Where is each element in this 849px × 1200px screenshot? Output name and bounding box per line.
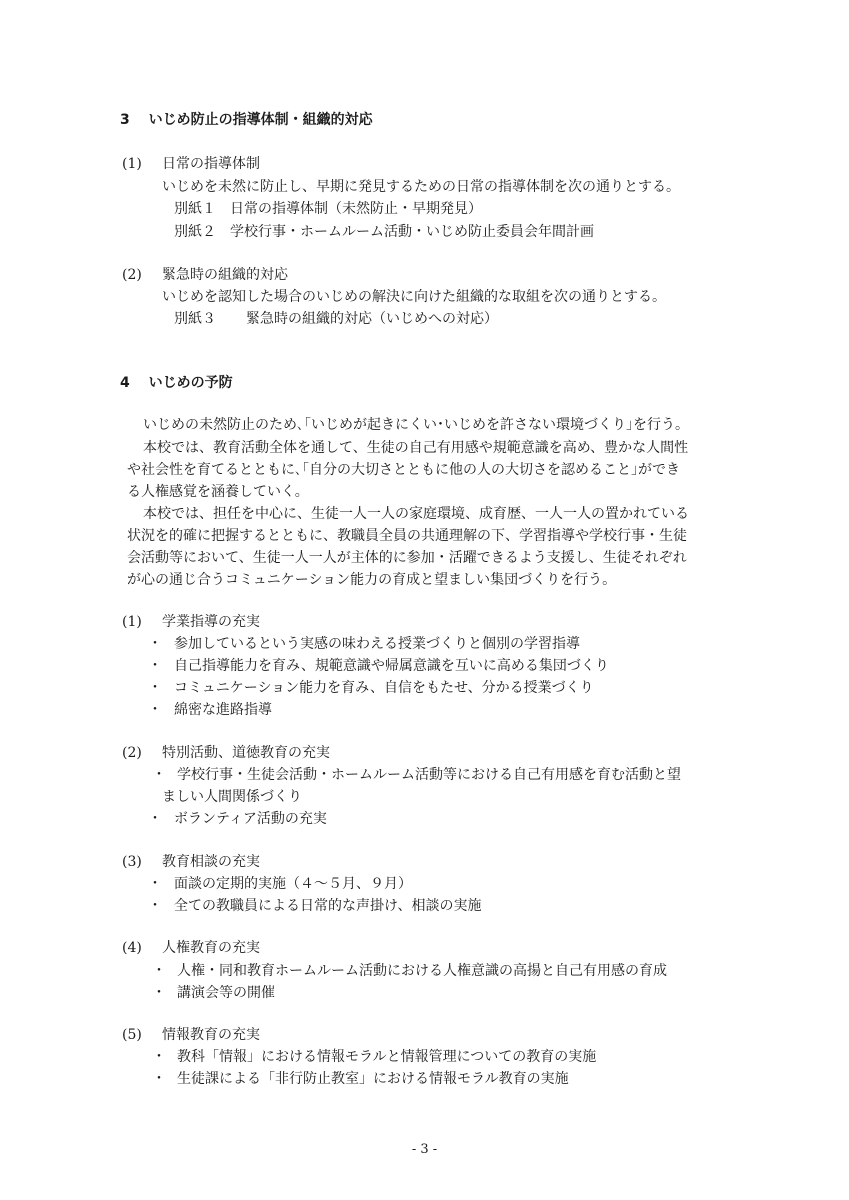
subsection-4-4-number: (4) bbox=[122, 940, 142, 956]
subsection-3-1-text: いじめを未然に防止し、早期に発見するための日常の指導体制を次の通りとする。 bbox=[162, 179, 680, 195]
subsection-4-5-number: (5) bbox=[122, 1027, 142, 1043]
bullet-icon: ・ bbox=[148, 898, 162, 914]
section-4-heading bbox=[120, 373, 233, 393]
list-item: 教科「情報」における情報モラルと情報管理についての教育の実施 bbox=[177, 1049, 597, 1065]
bullet-icon: ・ bbox=[148, 876, 162, 892]
appendix-ref-text: 緊急時の組織的対応（いじめへの対応） bbox=[246, 311, 498, 327]
subsection-4-2-title: 特別活動、道徳教育の充実 bbox=[162, 745, 330, 761]
subsection-4-5-title: 情報教育の充実 bbox=[162, 1027, 260, 1043]
subsection-4-3-title: 教育相談の充実 bbox=[162, 854, 260, 870]
appendix-ref-1 bbox=[174, 199, 482, 219]
list-item: 参加しているという実感の味わえる授業づくりと個別の学習指導 bbox=[174, 636, 580, 652]
list-item: コミュニケーション能力を育み、自信をもたせ、分かる授業づくり bbox=[174, 680, 594, 696]
list-item: 面談の定期的実施（４～５月、９月） bbox=[174, 876, 412, 892]
page-number: - 3 - bbox=[411, 1142, 438, 1157]
subsection-4-1-title: 学業指導の充実 bbox=[162, 614, 260, 630]
appendix-ref-3 bbox=[174, 309, 498, 329]
list-item: 自己指導能力を育み、規範意識や帰属意識を互いに高める集団づくり bbox=[174, 658, 609, 674]
list-item: 講演会等の開催 bbox=[177, 985, 275, 1001]
appendix-ref-text: 学校行事・ホームルーム活動・いじめ防止委員会年間計画 bbox=[230, 224, 594, 240]
section-4-title: いじめの予防 bbox=[148, 375, 233, 391]
subsection-4-2-number: (2) bbox=[122, 745, 142, 761]
section-4-number: 4 bbox=[120, 375, 130, 391]
bullet-icon: ・ bbox=[148, 658, 162, 674]
section-3-number: 3 bbox=[120, 112, 130, 128]
paragraph-line: 本校では、担任を中心に、生徒一人一人の家庭環境、成育歴、一人一人の置かれている bbox=[143, 506, 689, 522]
appendix-ref-label: 別紙２ bbox=[174, 224, 216, 240]
list-item: 綿密な進路指導 bbox=[174, 702, 272, 718]
paragraph-line: や社会性を育てるとともに､｢自分の大切さとともに他の人の大切さを認めること｣ができ bbox=[127, 462, 680, 478]
bullet-icon: ・ bbox=[148, 680, 162, 696]
paragraph-line: 状況を的確に把握するとともに、教職員全員の共通理解の下、学習指導や学校行事・生徒 bbox=[127, 528, 687, 544]
paragraph-line: いじめの未然防止のため､｢いじめが起きにくい･いじめを許さない環境づくり｣を行う。 bbox=[143, 417, 689, 433]
paragraph-line: 本校では、教育活動全体を通して、生徒の自己有用感や規範意識を高め、豊かな人間性 bbox=[143, 440, 689, 456]
list-item: 学校行事・生徒会活動・ホームルーム活動等における自己有用感を育む活動と望 bbox=[177, 767, 681, 783]
bullet-icon: ・ bbox=[148, 636, 162, 652]
list-item: ボランティア活動の充実 bbox=[174, 811, 327, 827]
bullet-icon: ・ bbox=[148, 702, 162, 718]
appendix-ref-label: 別紙３ bbox=[174, 311, 216, 327]
section-3-heading bbox=[120, 110, 373, 130]
subsection-4-1-number: (1) bbox=[122, 614, 142, 630]
subsection-3-1-number: (1) bbox=[122, 156, 142, 172]
appendix-ref-label: 別紙１ bbox=[174, 201, 216, 217]
paragraph-line: 会活動等において、生徒一人一人が主体的に参加・活躍できるよう支援し、生徒それぞれ bbox=[127, 550, 687, 566]
subsection-3-2-number: (2) bbox=[122, 267, 142, 283]
paragraph-line: る人権感覚を涵養していく。 bbox=[127, 484, 309, 500]
bullet-icon: ・ bbox=[152, 1049, 166, 1065]
list-item: 人権・同和教育ホームルーム活動における人権意識の高揚と自己有用感の育成 bbox=[177, 963, 667, 979]
subsection-3-1-title: 日常の指導体制 bbox=[162, 156, 260, 172]
subsection-4-4-title: 人権教育の充実 bbox=[162, 940, 260, 956]
bullet-icon: ・ bbox=[152, 963, 166, 979]
bullet-icon: ・ bbox=[148, 811, 162, 827]
appendix-ref-text: 日常の指導体制（未然防止・早期発見） bbox=[230, 201, 482, 217]
subsection-4-3-number: (3) bbox=[122, 854, 142, 870]
paragraph-line: が心の通じ合うコミュニケーション能力の育成と望ましい集団づくりを行う。 bbox=[127, 572, 617, 588]
list-item-continuation: ましい人間関係づくり bbox=[162, 789, 302, 805]
bullet-icon: ・ bbox=[152, 1071, 166, 1087]
bullet-icon: ・ bbox=[152, 767, 166, 783]
list-item: 全ての教職員による日常的な声掛け、相談の実施 bbox=[174, 898, 482, 914]
subsection-3-2-title: 緊急時の組織的対応 bbox=[162, 267, 288, 283]
bullet-icon: ・ bbox=[152, 985, 166, 1001]
section-3-title: いじめ防止の指導体制・組織的対応 bbox=[148, 112, 373, 128]
appendix-ref-2 bbox=[174, 222, 594, 242]
list-item: 生徒課による「非行防止教室」における情報モラル教育の実施 bbox=[177, 1071, 569, 1087]
subsection-3-2-text: いじめを認知した場合のいじめの解決に向けた組織的な取組を次の通りとする。 bbox=[162, 289, 666, 305]
